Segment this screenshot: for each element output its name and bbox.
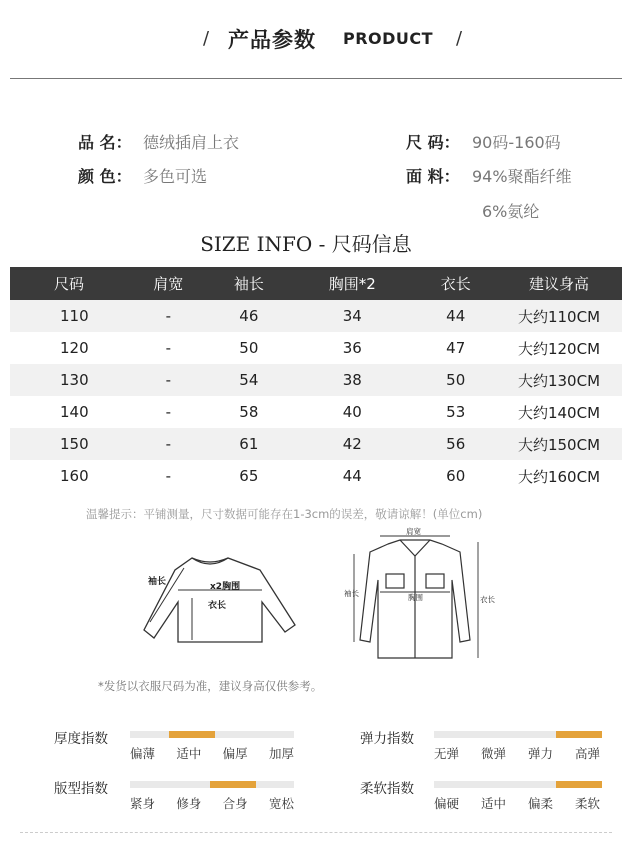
table-cell: - [128,364,209,396]
header-title-en: PRODUCT [343,29,434,48]
param-name-label: 品 名： [78,133,132,152]
table-row [10,332,622,364]
softness-index-track [434,781,600,788]
table-cell: 53 [446,403,466,421]
table-cell: 56 [415,428,496,460]
table-cell: 大约130CM [496,364,622,396]
table-cell: - [165,403,171,421]
size-col-header: 尺码 [10,267,128,300]
size-col-header: 衣长 [415,267,496,300]
shirt-collar [400,540,430,556]
table-cell: 50 [415,364,496,396]
size-col-header: 建议身高 [496,267,622,300]
index-option: 偏硬 [434,796,460,811]
elasticity-index-track [434,731,600,738]
shirt-pocket-left [386,574,404,588]
param-name-value: 德绒插肩上衣 [143,133,240,152]
shipping-note: *发货以衣服尺码为准，建议身高仅供参考。 [98,679,323,693]
table-cell: 大约150CM [496,428,622,460]
index-option: 高弹 [574,746,600,761]
elasticity-index-options [434,744,600,762]
table-cell: 110 [10,300,128,332]
size-table [10,267,622,492]
param-fabric-label: 面 料： [406,167,460,186]
index-option: 加厚 [268,746,294,761]
thickness-index-marker [169,731,215,738]
header-slash-left: / [203,28,210,49]
param-size-label: 尺 码： [406,133,460,152]
shirt-sleeve-label: 袖长 [344,589,359,598]
table-cell: 36 [342,339,362,357]
elasticity-index-marker [556,731,602,738]
sweater-outline [144,558,295,642]
table-cell: 40 [342,403,362,421]
table-cell: - [165,467,171,485]
table-cell: 大约160CM [517,467,601,486]
shirt-length-label: 衣长 [480,595,495,604]
param-size-value: 90码-160码 [472,133,561,152]
table-cell: - [165,339,171,357]
softness-index-title: 柔软指数 [360,781,414,797]
thickness-index-options [130,744,294,762]
table-cell: 60 [446,467,466,485]
fit-index-marker [210,781,256,788]
index-option: 弹力 [527,746,553,761]
fit-index-options [130,794,294,812]
index-option: 紧身 [130,796,156,811]
table-cell: 38 [289,364,415,396]
index-option: 柔软 [574,796,600,811]
index-option: 无弹 [434,746,460,761]
size-col-header: 肩宽 [128,267,209,300]
shirt-pocket-right [426,574,444,588]
table-cell: 120 [60,339,89,357]
table-cell: 大约120CM [517,339,601,358]
sweater-chest-label: x2胸围 [210,582,241,592]
param-color-label: 颜 色： [78,167,132,186]
index-option: 宽松 [268,796,294,811]
param-fabric-value-1: 94%聚酯纤维 [472,167,572,186]
table-cell: 44 [415,300,496,332]
index-option: 偏薄 [130,746,156,761]
shirt-shoulder-label: 肩宽 [406,527,421,536]
table-cell: 44 [342,467,362,485]
index-option: 微弹 [480,746,506,761]
shirt-diagram [340,527,495,665]
elasticity-index-title: 弹力指数 [360,731,414,747]
param-color-value: 多色可选 [143,167,208,186]
sweater-sleeve-label: 袖长 [148,577,167,587]
table-cell: 46 [209,300,290,332]
table-cell: 34 [289,300,415,332]
sweater-diagram [130,540,310,650]
size-table-header [10,267,622,300]
shirt-chest-label: 胸围 [408,593,423,602]
table-cell: 61 [209,428,290,460]
table-cell: 54 [209,364,290,396]
header-slash-right: / [456,28,463,49]
bottom-divider [20,832,612,833]
sweater-length-label: 衣长 [208,601,227,611]
fit-index-title: 版型指数 [54,781,108,797]
header-title-cn: 产品参数 [228,28,316,52]
index-option: 偏柔 [527,796,553,811]
param-fabric-value-2: 6%氨纶 [482,202,540,221]
table-row [10,460,622,492]
thickness-index-track [130,731,294,738]
fit-index-track [130,781,294,788]
table-row [10,364,622,396]
table-cell: 65 [239,467,259,485]
softness-index-marker [556,781,602,788]
table-cell: 47 [446,339,466,357]
size-col-header: 袖长 [209,267,290,300]
table-cell: 大约140CM [517,403,601,422]
table-row [10,428,622,460]
table-cell: 150 [10,428,128,460]
table-row [10,300,622,332]
index-option: 修身 [176,796,202,811]
table-row [10,396,622,428]
table-cell: 50 [239,339,259,357]
index-option: 偏厚 [222,746,248,761]
size-col-header: 胸围*2 [289,267,415,300]
table-cell: - [128,428,209,460]
table-cell: 160 [60,467,89,485]
table-cell: - [128,300,209,332]
header-divider [10,78,622,79]
table-cell: 大约110CM [496,300,622,332]
size-info-title: SIZE INFO - 尺码信息 [200,232,412,256]
index-option: 适中 [480,796,506,811]
sweater-collar [192,558,228,564]
index-option: 合身 [222,796,248,811]
table-cell: 58 [239,403,259,421]
thickness-index-title: 厚度指数 [54,731,108,747]
index-option: 适中 [176,746,202,761]
table-cell: 140 [60,403,89,421]
softness-index-options [434,794,600,812]
table-cell: 130 [10,364,128,396]
measurement-note: 温馨提示：平铺测量，尺寸数据可能存在1-3cm的误差，敬请谅解！(单位cm) [86,507,483,521]
table-cell: 42 [289,428,415,460]
